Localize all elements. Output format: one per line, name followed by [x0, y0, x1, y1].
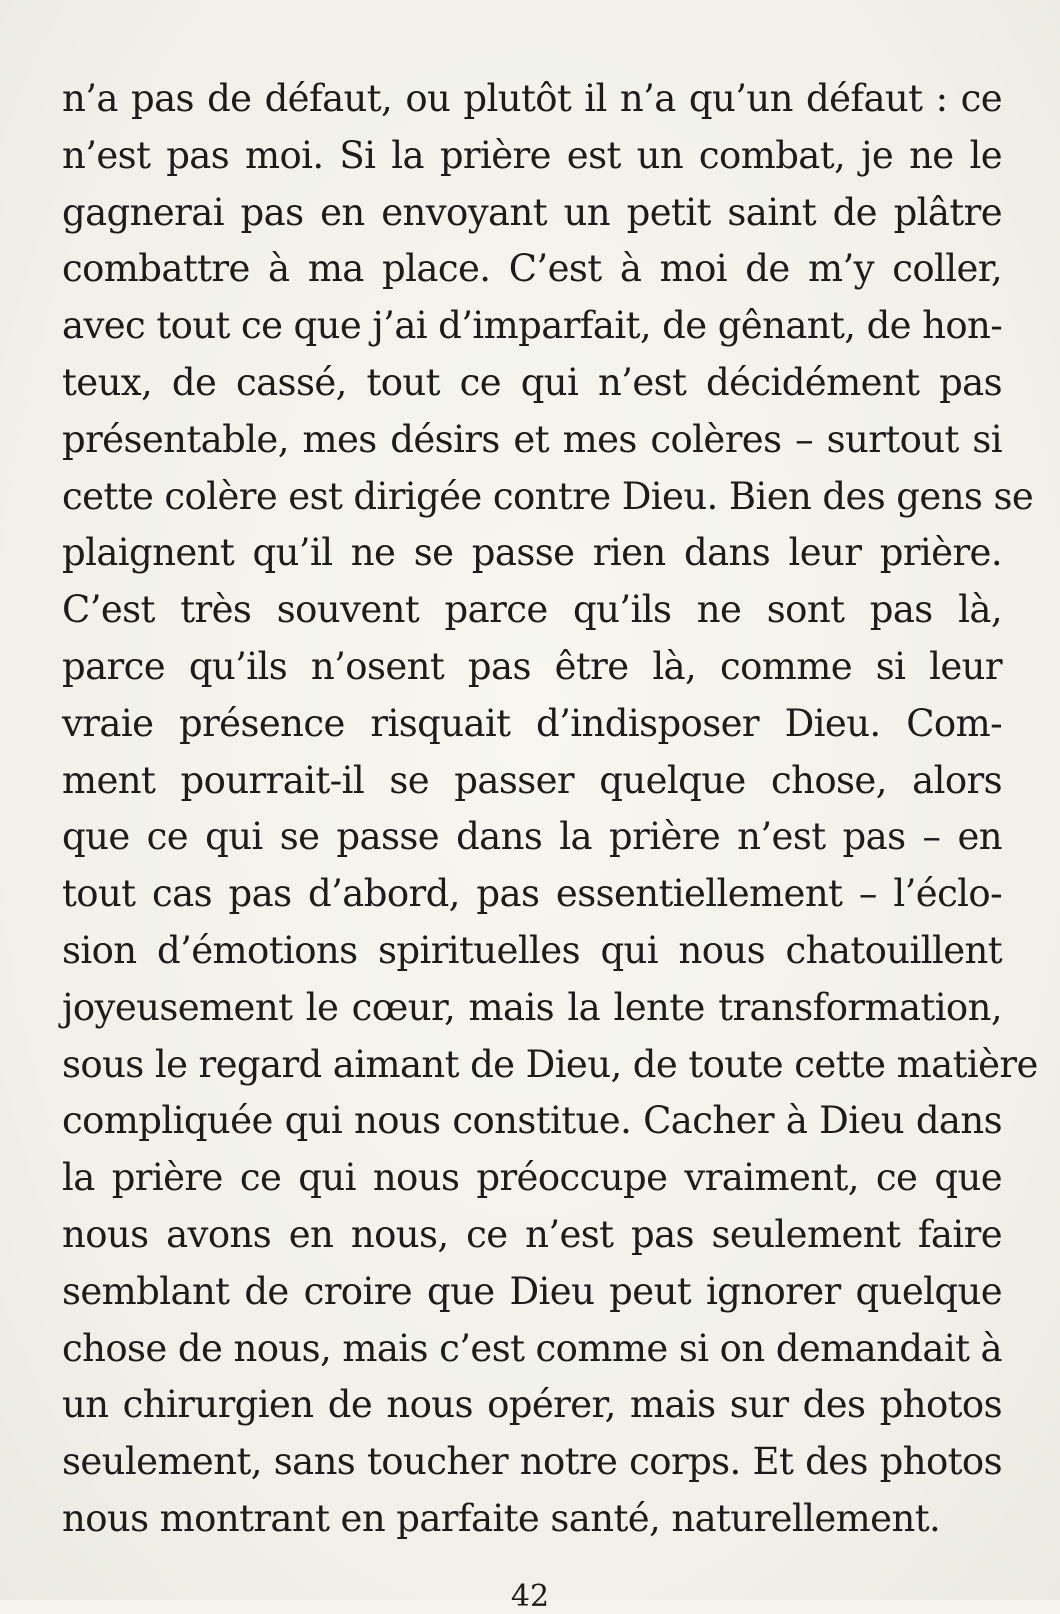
text-line: tout cas pas d’abord, pas essentiellement – l’éclo-: [62, 872, 1002, 916]
page-number: 42: [510, 1579, 550, 1614]
text-line: ment pourrait-il se passer quelque chose, alors: [62, 758, 1002, 802]
text-line: teux, de cassé, tout ce qui n’est décidément pas: [62, 360, 1002, 404]
text-line: C’est très souvent parce qu’ils ne sont pas là,: [62, 588, 1002, 632]
body-text: [62, 71, 1038, 1548]
text-line: nous avons en nous, ce n’est pas seulement faire: [62, 1212, 1002, 1256]
text-line: joyeusement le cœur, mais la lente transformation,: [62, 985, 1002, 1029]
text-line: compliquée qui nous constitue. Cacher à Dieu dans: [62, 1099, 1002, 1143]
text-line: n’a pas de défaut, ou plutôt il n’a qu’un défaut : ce: [62, 77, 1002, 120]
text-line: gagnerai pas en envoyant un petit saint de plâtre: [62, 190, 1002, 234]
text-line-last: nous montrant en parfaite santé, naturellement.: [62, 1496, 941, 1540]
text-line: chose de nous, mais c’est comme si on demandait à: [62, 1326, 1002, 1370]
text-line: seulement, sans toucher notre corps. Et des photos: [62, 1440, 1002, 1484]
text-line: plaignent qu’il ne se passe rien dans leur prière.: [62, 531, 1002, 575]
text-line: cette colère est dirigée contre Dieu. Bien des gens se: [62, 474, 1034, 518]
text-line: avec tout ce que j’ai d’imparfait, de gênant, de hon-: [62, 304, 1003, 348]
text-line: sous le regard aimant de Dieu, de toute cette matière: [62, 1042, 1038, 1086]
text-line: un chirurgien de nous opérer, mais sur des photos: [62, 1383, 1002, 1427]
text-line: sion d’émotions spirituelles qui nous chatouillent: [62, 928, 1002, 972]
text-line: combattre à ma place. C’est à moi de m’y coller,: [62, 247, 1002, 291]
text-line: que ce qui se passe dans la prière n’est pas – en: [62, 815, 1002, 859]
text-line: vraie présence risquait d’indisposer Dieu. Com-: [62, 701, 1002, 745]
text-line: parce qu’ils n’osent pas être là, comme si leur: [62, 644, 1002, 688]
text-line: la prière ce qui nous préoccupe vraiment, ce que: [62, 1156, 1002, 1200]
text-line: n’est pas moi. Si la prière est un combat, je ne le: [62, 133, 1002, 177]
text-line: présentable, mes désirs et mes colères – surtout si: [62, 417, 1002, 461]
text-line: semblant de croire que Dieu peut ignorer quelque: [62, 1269, 1002, 1313]
